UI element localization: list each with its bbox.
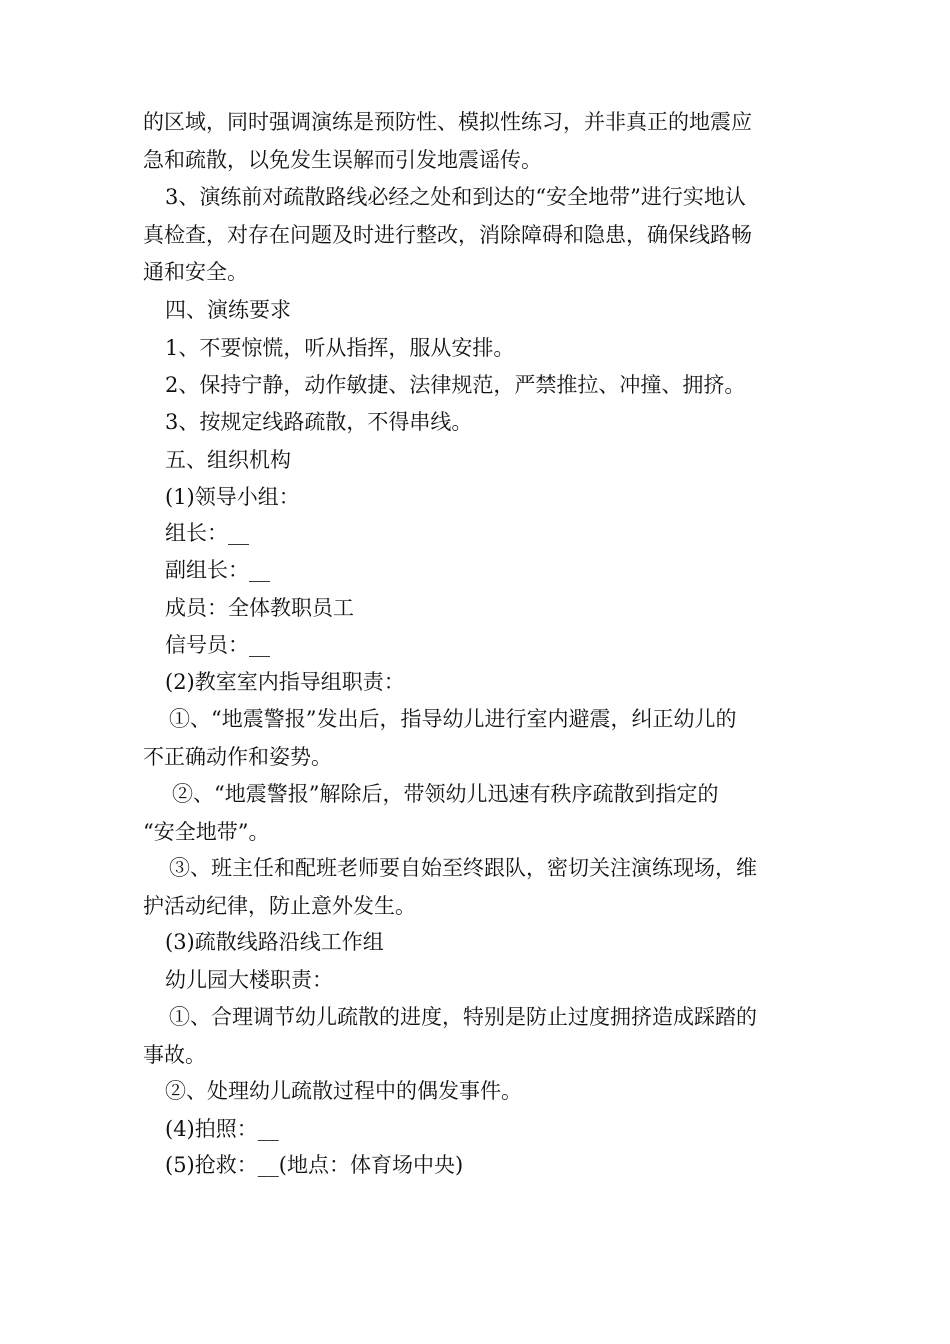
text-line: (1)领导小组：: [165, 485, 300, 509]
text-line: 事故。: [143, 1043, 206, 1067]
text-line: (4)拍照：__: [165, 1117, 279, 1141]
text-line: 2、保持宁静，动作敏捷、法律规范，严禁推拉、冲撞、拥挤。: [165, 373, 746, 397]
text-line: 组长：__: [165, 521, 249, 545]
text-line: (5)抢救：__(地点：体育场中央): [165, 1153, 464, 1177]
section-heading: 五、组织机构: [165, 448, 291, 472]
text-line: 急和疏散，以免发生误解而引发地震谣传。: [143, 148, 542, 172]
text-line: 幼儿园大楼职责：: [165, 968, 333, 992]
text-line: 副组长：__: [165, 558, 270, 582]
section-heading: 四、演练要求: [165, 298, 291, 322]
text-line: 1、不要惊慌，听从指挥，服从安排。: [165, 336, 515, 360]
text-line: “安全地带”。: [143, 820, 270, 844]
text-line: ②、处理幼儿疏散过程中的偶发事件。: [165, 1079, 522, 1103]
text-line: 不正确动作和姿势。: [143, 745, 332, 769]
text-line: 信号员：__: [165, 633, 270, 657]
text-line: ①、合理调节幼儿疏散的进度，特别是防止过度拥挤造成踩踏的: [169, 1005, 757, 1029]
text-line: ①、“地震警报”发出后，指导幼儿进行室内避震，纠正幼儿的: [169, 707, 737, 731]
text-line: ③、班主任和配班老师要自始至终跟队，密切关注演练现场，维: [169, 856, 757, 880]
text-line: (2)教室室内指导组职责：: [165, 670, 405, 694]
text-line: 护活动纪律，防止意外发生。: [143, 894, 416, 918]
text-line: 真检查，对存在问题及时进行整改，消除障碍和隐患，确保线路畅: [143, 223, 752, 247]
text-line: 成员：全体教职员工: [165, 596, 354, 620]
text-line: (3)疏散线路沿线工作组: [165, 930, 384, 954]
text-line: 3、按规定线路疏散，不得串线。: [165, 410, 473, 434]
text-line: 3、演练前对疏散路线必经之处和到达的“安全地带”进行实地认: [165, 185, 746, 209]
text-line: 的区域，同时强调演练是预防性、模拟性练习，并非真正的地震应: [143, 110, 752, 134]
text-line: 通和安全。: [143, 260, 248, 284]
text-line: ②、“地震警报”解除后，带领幼儿迅速有秩序疏散到指定的: [172, 782, 719, 806]
